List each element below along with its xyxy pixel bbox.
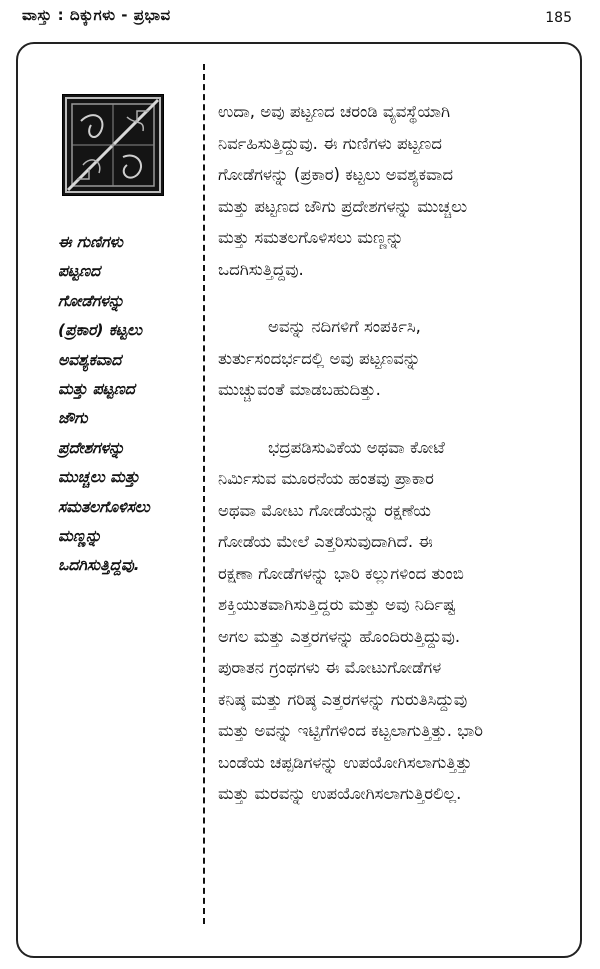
paragraph (218, 432, 570, 810)
side-note-line: ಪ್ರದೇಶಗಳನ್ನು (58, 438, 125, 457)
side-note-line: ಪಟ್ಟಣದ (58, 262, 101, 281)
column-divider (203, 64, 205, 924)
text-line: ಶಕ್ತಿಯುತವಾಗಿಸುತ್ತಿದ್ದರು ಮತ್ತು ಅವು ನಿರ್ದಿಷ್ಟ (218, 595, 456, 614)
page-number: 185 (545, 10, 572, 26)
side-note-line: ಸಮತಲಗೊಳಿಸಲು (58, 497, 150, 516)
text-line: ನಿರ್ವಹಿಸುತ್ತಿದ್ದುವು. ಈ ಗುಣಿಗಳು ಪಟ್ಟಣದ (218, 133, 442, 153)
side-note-line: ಈ ಗುಣಿಗಳು (58, 233, 123, 251)
text-line: ಕನಿಷ್ಠ ಮತ್ತು ಗರಿಷ್ಠ ಎತ್ತರಗಳನ್ನು ಗುರುತಿಸಿದ್ದುವು (218, 689, 468, 709)
text-line: ಮತ್ತು ಅವನ್ನು ಇಟ್ಟಿಗೆಗಳಿಂದ ಕಟ್ಟಲಾಗುತ್ತಿತ್ತು. ಭಾರಿ (218, 721, 484, 740)
text-line: ಒದಗಿಸುತ್ತಿದ್ದವು. (218, 259, 304, 279)
vastu-mandala-icon (62, 94, 164, 196)
paragraph (218, 311, 570, 406)
text-line: ಉದಾ, ಅವು ಪಟ್ಟಣದ ಚರಂಡಿ ವ್ಯವಸ್ಥೆಯಾಗಿ (218, 102, 450, 121)
text-line: ರಕ್ಷಣಾ ಗೋಡೆಗಳನ್ನು ಭಾರಿ ಕಲ್ಲುಗಳಿಂದ ತುಂಬಿ (218, 563, 464, 583)
text-line: ನಿರ್ಮಿಸುವ ಮೂರನೆಯ ಹಂತವು ಪ್ರಾಕಾರ (218, 469, 434, 488)
side-note-line: ಮತ್ತು ಪಟ್ಟಣದ (58, 380, 135, 399)
side-note-line: ಜೌಗು (58, 409, 88, 428)
text-line: ಮುಚ್ಚುವಂತೆ ಮಾಡಬಹುದಿತ್ತು. (218, 380, 381, 399)
text-line: ಮತ್ತು ಸಮತಲಗೊಳಿಸಲು ಮಣ್ಣನ್ನು (218, 228, 404, 247)
side-note (58, 228, 198, 581)
text-line: ಅವನ್ನು ನದಿಗಳಿಗೆ ಸಂಪರ್ಕಿಸಿ, (268, 317, 421, 336)
paragraph (218, 96, 570, 285)
side-note-line: ಗೋಡೆಗಳನ್ನು (58, 291, 125, 310)
text-line: ಮತ್ತು ಪಟ್ಟಣದ ಜೌಗು ಪ್ರದೇಶಗಳನ್ನು ಮುಚ್ಚಲು (218, 196, 468, 216)
running-head: ವಾಸ್ತು : ದಿಕ್ಕುಗಳು - ಪ್ರಭಾವ (22, 6, 171, 24)
text-line: ಗೋಡೆಗಳನ್ನು (ಪ್ರಕಾರ) ಕಟ್ಟಲು ಅವಶ್ಯಕವಾದ (218, 165, 454, 184)
side-note-line: ಒದಗಿಸುತ್ತಿದ್ದವು. (58, 556, 140, 575)
text-line: ಮತ್ತು ಮರವನ್ನು ಉಪಯೋಗಿಸಲಾಗುತ್ತಿರಲಿಲ್ಲ. (218, 784, 462, 803)
main-text (218, 96, 570, 836)
text-line: ಬಂಡೆಯ ಚಪ್ಪಡಿಗಳನ್ನು ಉಪಯೋಗಿಸಲಾಗುತ್ತಿತ್ತು (218, 752, 472, 772)
side-note-line: ಅವಶ್ಯಕವಾದ (58, 350, 122, 369)
text-line: ಗೋಡೆಯ ಮೇಲೆ ಎತ್ತರಿಸುವುದಾಗಿದೆ. ಈ (218, 532, 433, 551)
text-line: ಭದ್ರಪಡಿಸುವಿಕೆಯ ಅಥವಾ ಕೋಟೆ (268, 437, 445, 457)
text-line: ತುರ್ತುಸಂದರ್ಭದಲ್ಲಿ ಅವು ಪಟ್ಟಣವನ್ನು (218, 348, 421, 368)
text-line: ಅಥವಾ ಮೋಟು ಗೋಡೆಯನ್ನು ರಕ್ಷಣೆಯ (218, 500, 431, 520)
side-note-line: ಮುಚ್ಚಲು ಮತ್ತು (58, 468, 140, 487)
side-note-line: (ಪ್ರಕಾರ) ಕಟ್ಟಲು (58, 321, 143, 340)
side-note-line: ಮಣ್ಣನ್ನು (58, 527, 102, 546)
text-line: ಪುರಾತನ ಗ್ರಂಥಗಳು ಈ ಮೋಟುಗೋಡೆಗಳ (218, 658, 442, 677)
text-line: ಅಗಲ ಮತ್ತು ಎತ್ತರಗಳನ್ನು ಹೊಂದಿರುತ್ತಿದ್ದುವು. (218, 626, 461, 646)
